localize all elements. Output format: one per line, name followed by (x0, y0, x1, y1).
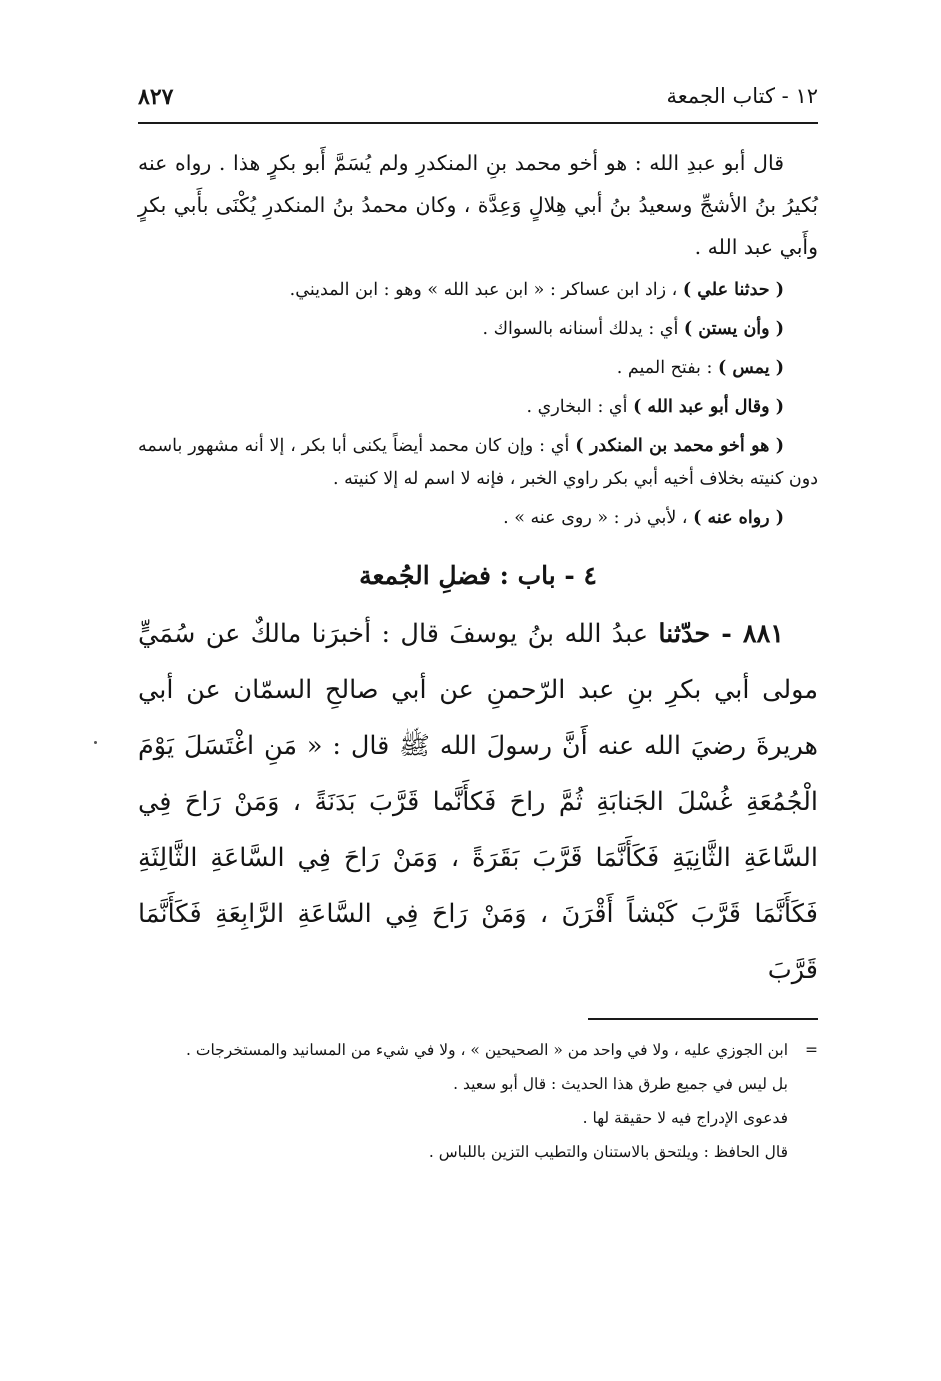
note-3 (138, 352, 818, 385)
scan-speck (94, 741, 97, 744)
note-lemma: ( يمس ) (717, 358, 784, 378)
continuation-mark: = (805, 1041, 818, 1059)
note-lemma: ( وقال أبو عبد الله ) (633, 397, 784, 417)
chapter-title: ١٢ - كتاب الجمعة (666, 84, 818, 108)
note-2 (138, 313, 818, 346)
hadith-number: ٨٨١ - حدّثنا (658, 619, 784, 649)
footnote-divider (588, 1018, 818, 1020)
note-text: ، زاد ابن عساكر : « ابن عبد الله » وهو : ابن المديني. (289, 280, 683, 300)
footnote-line: فدعوى الإدراج فيه لا حقيقة لها . (582, 1109, 788, 1127)
running-header (138, 78, 818, 124)
note-1 (138, 274, 818, 307)
note-text: أي : البخاري . (526, 397, 634, 417)
commentary-section (138, 142, 818, 535)
hadith-text (138, 606, 818, 998)
commentary-opening: قال أبو عبدِ الله : هو أخو محمد بنِ المنكدرِ ولم يُسَمَّ أَبو بكرٍ هذا . رواه عنه بُكيرُ بنُ الأشجِّ وسعيدُ بنُ أبي هِلالٍ وَعِدَّة ، وكان محمدُ بنُ المنكدرِ يُكْنَى بأَبي بكرٍ وأَبي عبد الله . (138, 151, 818, 259)
note-6 (138, 502, 818, 535)
note-text: أي : وإن كان محمد أيضاً يكنى أبا بكر ، إلا أنه مشهور باسمه دون كنيته بخلاف أخيه أبي بكر راوي الخبر ، فإنه لا اسم له إلا كنيته . (138, 436, 818, 489)
page-number: ٨٢٧ (138, 84, 174, 110)
note-text: أي : يدلك أسنانه بالسواك . (482, 319, 684, 339)
book-page (138, 78, 818, 1166)
note-lemma: ( هو أخو محمد بن المنكدر ) (575, 436, 784, 456)
note-lemma: ( وأن يستن ) (683, 319, 784, 339)
note-lemma: ( حدثنا علي ) (682, 280, 784, 300)
note-text: : بفتح الميم . (616, 358, 718, 378)
note-text: ، لأبي ذر : « روى عنه » . (503, 508, 694, 528)
footnote-line: بل ليس في جميع طرق هذا الحديث : قال أبو سعيد . (453, 1075, 788, 1093)
footnote-text: ابن الجوزي عليه ، ولا في واحد من « الصحيحين » ، ولا في شيء من المسانيد والمستخرجات . (186, 1041, 788, 1059)
footnote-line: قال الحافظ : ويلتحق بالاستنان والتطيب التزين باللباس . (428, 1143, 788, 1161)
note-4 (138, 391, 818, 424)
note-5 (138, 430, 818, 496)
chapter-heading: ٤ - باب : فضلِ الجُمعة (359, 561, 597, 590)
hadith-body: عبدُ الله بنُ يوسفَ قال : أخبرَنا مالكٌ عن سُمَيٍّ مولى أبي بكرِ بنِ عبد الرّحمنِ عن أبي صالحِ السمّان عن أبي هريرةَ رضيَ الله عنه أَنَّ رسولَ الله ﷺ قال : « مَنِ اغْتَسَلَ يَوْمَ الْجُمُعَةِ غُسْلَ الجَنابَةِ ثُمَّ راحَ فَكأَنَّما قَرَّبَ بَدَنَةً ، وَمَنْ رَاحَ فِي السَّاعَةِ الثَّانِيَةِ فَكَأَنَّمَا قَرَّبَ بَقَرَةً ، وَمَنْ رَاحَ فِي السَّاعَةِ الثَّالِثَةِ فَكَأَنَّمَا قَرَّبَ كَبْشاً أَقْرَنَ ، وَمَنْ رَاحَ فِي السَّاعَةِ الرَّابِعَةِ فَكَأَنَّمَا قَرَّبَ (138, 619, 818, 985)
footnotes (138, 1036, 818, 1166)
note-lemma: ( رواه عنه ) (693, 508, 784, 528)
footnote-line (138, 1036, 818, 1064)
